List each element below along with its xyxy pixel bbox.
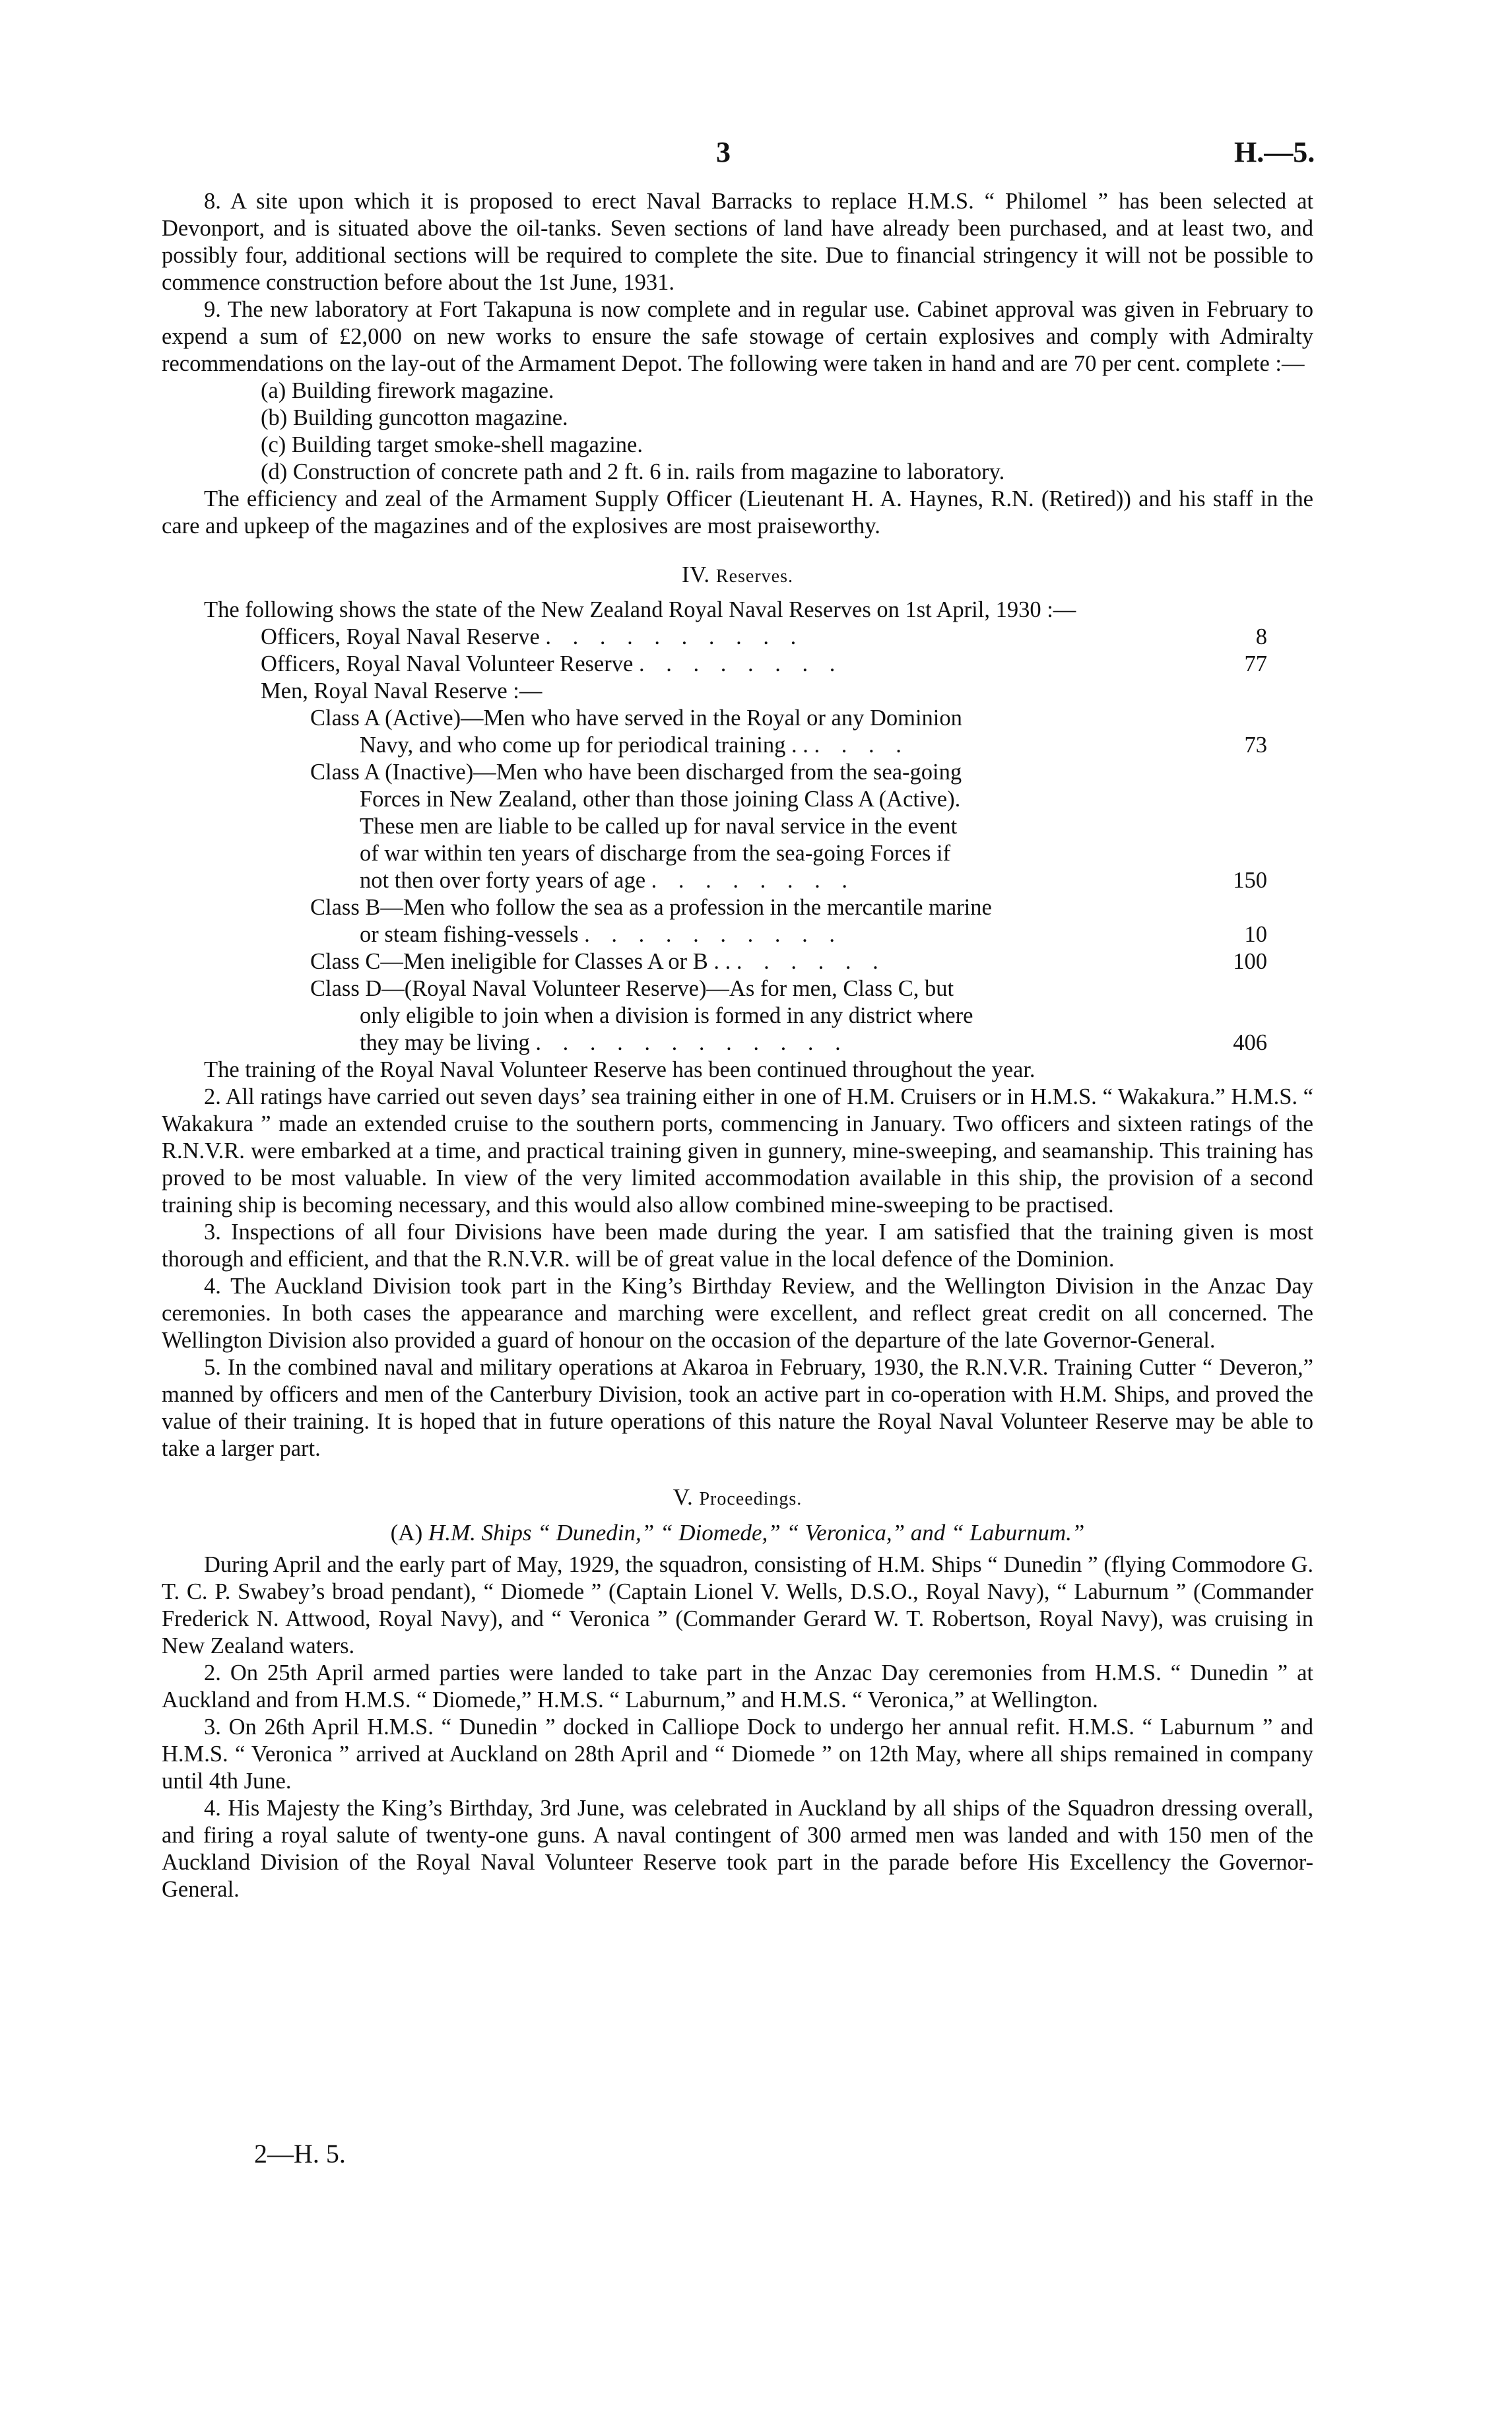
paragraph-8: 8. A site upon which it is proposed to erect Naval Barracks to replace H.M.S. “ Philomel ” has been selected at Devonport, and is situated above the oil-tanks. Seven sections of land have already been purchased, and at least two, and possibly four, additional sections will be required to complete the site. Due to financial stringency it will not be possible to commence construction before about the 1st June, 1931. [162, 189, 1313, 295]
reserve-value: 150 [1233, 868, 1267, 893]
reserves-paragraph-4: 4. The Auckland Division took part in the King’s Birthday Review, and the Wellington Division in the Anzac Day ceremonies. In both cases the appearance and marching were excellent, and reflect great credit on all concerned. The Wellington Division also provided a guard of honour on the occasion of the departure of the late Governor-General. [162, 1274, 1313, 1353]
class-text: not then over forty years of age [360, 868, 646, 893]
class-text: of war within ten years of discharge from the sea-going Forces if [360, 841, 951, 866]
leader-dots: . . . . [814, 733, 909, 758]
paragraph-9: 9. The new laboratory at Fort Takapuna is now complete and in regular use. Cabinet approval was given in February to expend a sum of £2,000 on new works to ensure the safe stowage of certain explosives and comply with Admiralty recommendations on the lay-out of the Armament Depot. The following were taken in hand and are 70 per cent. complete :— [162, 297, 1313, 376]
men-heading: Men, Royal Naval Reserve :— [261, 678, 542, 703]
reserve-value: 100 [1233, 949, 1267, 974]
document-id: H.—5. [1234, 136, 1315, 168]
proceedings-paragraph-4: 4. His Majesty the King’s Birthday, 3rd June, was celebrated in Auckland by all ships of the Squadron dressing overall, and firing a royal salute of twenty-one guns. A naval contingent of 300 armed men was landed and with 150 men of the Auckland Division of the Royal Naval Volunteer Reserve took part in the parade before His Excellency the Governor-General. [162, 1796, 1313, 1902]
class-d-line1: Class D—(Royal Naval Volunteer Reserve)—As for men, Class C, but [310, 976, 954, 1001]
proceedings-paragraph-3: 3. On 26th April H.M.S. “ Dunedin ” docked in Calliope Dock to undergo her annual refit. H.M.S. “ Laburnum ” and H.M.S. “ Veronica ” arrived at Auckland on 28th April and “ Diomede ” on 12th May, where all ships remained in company until 4th June. [162, 1714, 1313, 1794]
class-a-active-line1: Class A (Active)—Men who have served in the Royal or any Dominion [310, 705, 962, 731]
list-item: (c) Building target smoke-shell magazine. [261, 432, 643, 457]
section-title: Reserves. [715, 566, 793, 587]
reserve-value: 8 [1255, 624, 1267, 649]
section-title: Proceedings. [699, 1489, 803, 1509]
reserve-value: 406 [1233, 1030, 1267, 1055]
class-text: Class C—Men ineligible for Classes A or B . . [310, 949, 731, 974]
subsection-label: (A) [390, 1520, 423, 1546]
class-text: or steam fishing-vessels [360, 922, 579, 947]
class-text: only eligible to join when a division is formed in any district where [360, 1003, 973, 1028]
reserves-paragraph-5: 5. In the combined naval and military operations at Akaroa in February, 1930, the R.N.V.R. Training Cutter “ Deveron,” manned by officers and men of the Canterbury Division, took an active part in co-operation with H.M. Ships, and proved the value of their training. It is hoped that in future operations of this nature the Royal Naval Volunteer Reserve may be able to take a larger part. [162, 1355, 1313, 1461]
proceedings-paragraph-1: During April and the early part of May, 1929, the squadron, consisting of H.M. Ships “ Dunedin ” (flying Commodore G. T. C. P. Swabey’s broad pendant), “ Diomede ” (Captain Lionel V. Wells, D.S.O., Royal Navy), “ Laburnum ” (Commander Frederick N. Attwood, Royal Navy), and “ Veronica ” (Commander Gerard W. T. Robertson, Royal Navy), was cruising in New Zealand waters. [162, 1552, 1313, 1658]
reserve-value: 77 [1244, 651, 1267, 676]
page-body [162, 188, 1313, 1903]
footer-signature: 2—H. 5. [254, 2139, 346, 2169]
class-text: Forces in New Zealand, other than those joining Class A (Active). [360, 787, 961, 812]
subsection-heading [162, 1519, 1313, 1546]
class-text: These men are liable to be called up for naval service in the event [360, 814, 958, 839]
reserve-row [162, 624, 1313, 651]
subsection-title: H.M. Ships “ Dunedin,” “ Diomede,” “ Veronica,” and “ Laburnum.” [428, 1520, 1085, 1546]
class-text: they may be living [360, 1030, 530, 1055]
section-numeral: V. [673, 1484, 694, 1510]
reserves-paragraph-2: 2. All ratings have carried out seven days’ sea training either in one of H.M. Cruisers or in H.M.S. “ Wakakura.” H.M.S. “ Wakakura ” made an extended cruise to the southern ports, commencing in January. Two officers and sixteen ratings of the R.N.V.R. were embarked at a time, and practical training given in gunnery, mine-sweeping, and seamanship. This training has proved to be most valuable. In view of the very limited accommodation available in this ship, the provision of a second training ship is becoming necessary, and this would also allow combined mine-sweeping to be practised. [162, 1084, 1313, 1218]
class-b-line1: Class B—Men who follow the sea as a profession in the mercantile marine [310, 895, 992, 920]
section-iv-heading [162, 561, 1313, 590]
list-item: (a) Building firework magazine. [261, 378, 554, 403]
leader-dots: . . . . . . . . . . [545, 624, 805, 649]
list-item: (b) Building guncotton magazine. [261, 405, 568, 430]
page-number: 3 [716, 136, 731, 168]
leader-dots: . . . . . . . . . . . . [535, 1030, 849, 1055]
section-v-heading [162, 1484, 1313, 1513]
reserves-intro: The following shows the state of the New Zealand Royal Naval Reserves on 1st April, 1930 :— [204, 597, 1076, 622]
reserves-paragraph-1: The training of the Royal Naval Volunteer Reserve has been continued throughout the year. [204, 1057, 1035, 1082]
leader-dots: . . . . . . . . [651, 868, 856, 893]
reserve-row [162, 651, 1313, 678]
reserve-row [162, 921, 1313, 948]
reserve-value: 10 [1244, 922, 1267, 947]
works-list [162, 377, 1313, 486]
reserves-paragraph-3: 3. Inspections of all four Divisions have been made during the year. I am satisfied that the training given is most thorough and efficient, and that the R.N.V.R. will be of great value in the local defence of the Dominion. [162, 1220, 1313, 1272]
class-text: Navy, and who come up for periodical training . . [360, 733, 808, 758]
leader-dots: . . . . . . . . . . [584, 922, 843, 947]
section-numeral: IV. [682, 562, 710, 587]
reserve-value: 73 [1244, 733, 1267, 758]
reserve-label: Officers, Royal Naval Volunteer Reserve [261, 651, 634, 676]
leader-dots: . . . . . . . . [638, 651, 843, 676]
paragraph-efficiency: The efficiency and zeal of the Armament Supply Officer (Lieutenant H. A. Haynes, R.N. (Retired)) and his staff in the care and upkeep of the magazines and of the explosives are most praiseworthy. [162, 486, 1313, 539]
reserve-row [162, 948, 1313, 975]
list-item: (d) Construction of concrete path and 2 ft. 6 in. rails from magazine to laboratory. [261, 459, 1005, 484]
reserve-row [162, 1029, 1313, 1057]
reserve-label: Officers, Royal Naval Reserve [261, 624, 540, 649]
reserve-row [162, 732, 1313, 759]
class-a-inactive-line1: Class A (Inactive)—Men who have been discharged from the sea-going [310, 760, 962, 785]
leader-dots: . . . . . . [736, 949, 886, 974]
proceedings-paragraph-2: 2. On 25th April armed parties were landed to take part in the Anzac Day ceremonies from H.M.S. “ Dunedin ” at Auckland and from H.M.S. “ Diomede,” H.M.S. “ Laburnum,” and H.M.S. “ Veronica,” at Wellington. [162, 1660, 1313, 1713]
reserve-row [162, 867, 1313, 894]
